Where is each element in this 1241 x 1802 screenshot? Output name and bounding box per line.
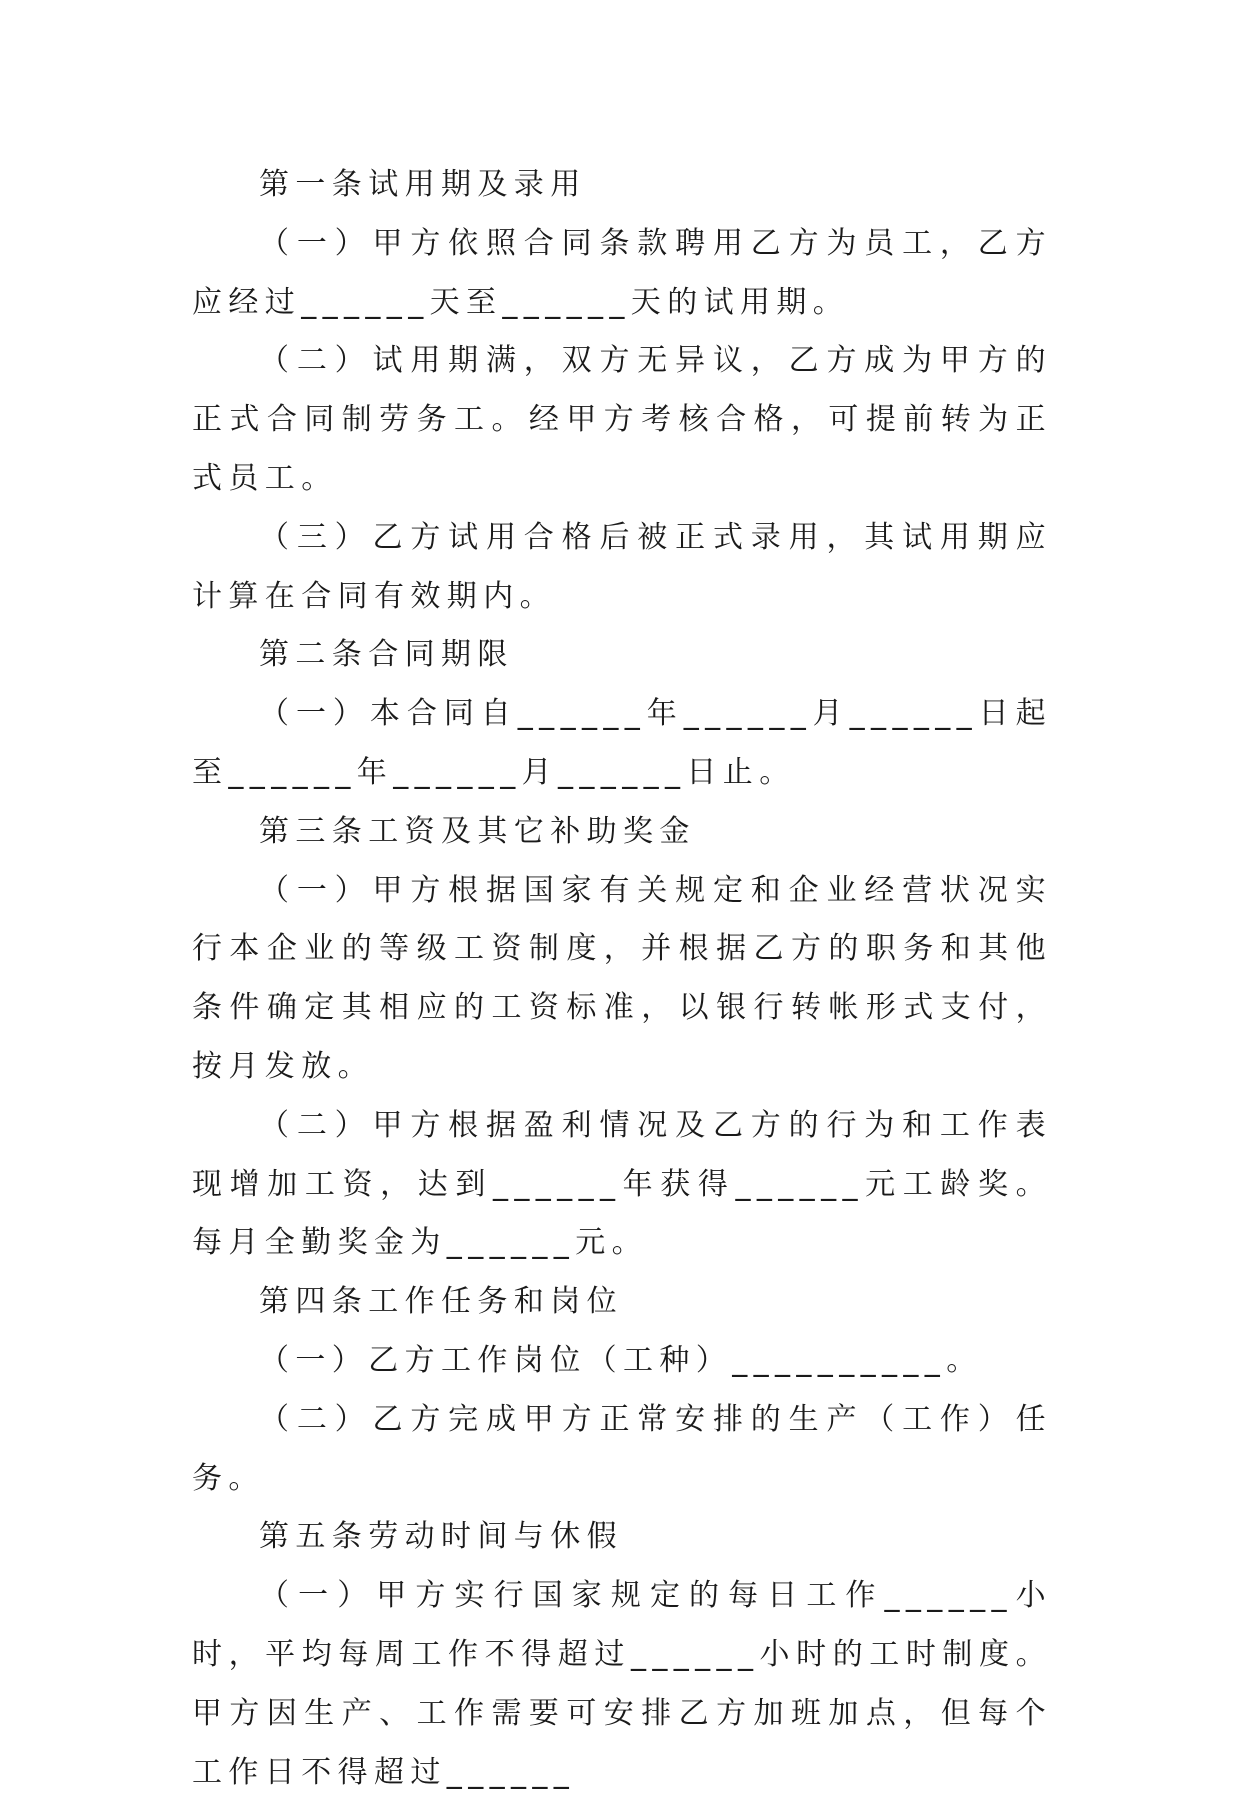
article-4-heading: 第四条工作任务和岗位 [259,1284,623,1320]
article-1-clause-1: （一）甲方依照合同条款聘用乙方为员工，乙方应经过______天至______天的试用期。 [192,225,1052,320]
article-3-clause-2: （二）甲方根据盈利情况及乙方的行为和工作表现增加工资，达到______年获得______元工龄奖。每月全勤奖金为______元。 [192,1107,1052,1261]
article-3-clause-1: （一）甲方根据国家有关规定和企业经营状况实行本企业的等级工资制度，并根据乙方的职务和其他条件确定其相应的工资标准，以银行转帐形式支付，按月发放。 [192,872,1052,1084]
article-3-heading: 第三条工资及其它补助奖金 [259,813,696,849]
article-1-clause-3: （三）乙方试用合格后被正式录用，其试用期应计算在合同有效期内。 [192,519,1052,614]
article-1-heading: 第一条试用期及录用 [259,167,587,202]
article-2-heading: 第二条合同期限 [259,637,514,673]
article-5-heading: 第五条劳动时间与休假 [259,1519,623,1555]
article-4-clause-2: （二）乙方完成甲方正常安排的生产（工作）任务。 [192,1401,1052,1496]
article-4-clause-1: （一）乙方工作岗位（工种）__________。 [259,1342,983,1378]
article-1-clause-2: （二）试用期满，双方无异议，乙方成为甲方的正式合同制劳务工。经甲方考核合格，可提前转为正式员工。 [192,343,1052,496]
article-2-clause-1: （一）本合同自______年______月______日起至______年______月______日止。 [192,696,1052,790]
document-body [192,156,1052,1802]
article-5-clause-1: （一）甲方实行国家规定的每日工作______小时，平均每周工作不得超过______小时的工时制度。甲方因生产、工作需要可安排乙方加班加点，但每个工作日不得超过______ [192,1578,1052,1790]
